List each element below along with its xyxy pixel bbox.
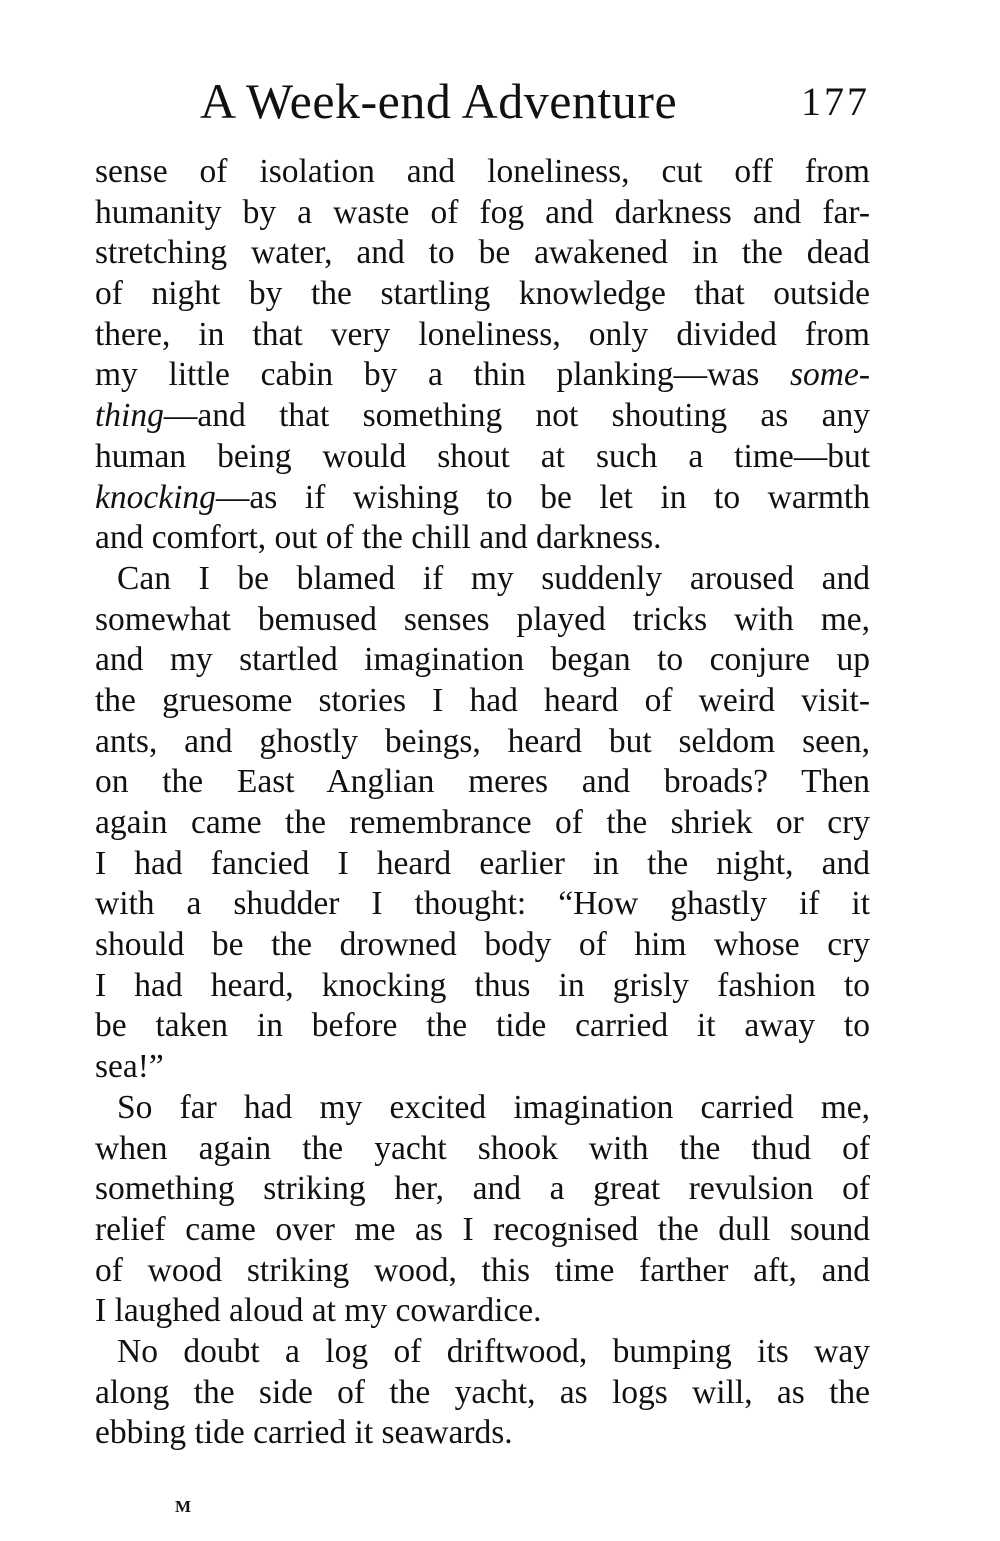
text-segment: along the side of the yacht, as logs will, as the — [95, 1373, 870, 1411]
text-line — [95, 640, 870, 681]
text-segment: should be the drowned body of him whose cry — [95, 926, 870, 964]
text-segment: there, in that very loneliness, only divided from — [95, 315, 870, 353]
text-line — [95, 1088, 870, 1129]
italic-text: some- — [789, 356, 870, 394]
text-segment: —and that something not shouting as any — [163, 397, 870, 435]
signature-mark: M — [175, 1497, 193, 1516]
running-title: A Week-end Adventure — [200, 73, 678, 129]
text-segment: Can I be blamed if my suddenly aroused and — [117, 559, 870, 597]
italic-text: thing — [95, 397, 164, 435]
text-line — [95, 152, 870, 193]
text-line — [95, 844, 870, 885]
paragraph — [95, 1332, 870, 1454]
text-segment: sea!” — [95, 1048, 164, 1086]
text-line — [95, 1169, 870, 1210]
paragraph — [95, 152, 870, 559]
text-segment: human being would shout at such a time—but — [95, 437, 870, 475]
italic-text: knocking — [95, 478, 216, 516]
text-line — [95, 600, 870, 641]
text-line — [95, 722, 870, 763]
text-line — [95, 681, 870, 722]
text-segment: and comfort, out of the chill and darkness. — [95, 519, 662, 557]
text-line — [95, 274, 870, 315]
text-line — [95, 1373, 870, 1414]
text-segment: again came the remembrance of the shriek or cry — [95, 804, 870, 841]
text-line — [95, 1006, 870, 1047]
paragraph — [95, 1088, 870, 1332]
text-line — [95, 1251, 870, 1292]
text-segment: be taken in before the tide carried it away to — [95, 1007, 870, 1045]
text-segment: I laughed aloud at my cowardice. — [95, 1292, 542, 1330]
text-line — [95, 559, 870, 600]
text-line — [95, 396, 870, 437]
text-segment: when again the yacht shook with the thud of — [95, 1129, 870, 1167]
text-line — [95, 233, 870, 274]
page-number: 177 — [801, 79, 870, 124]
text-segment: relief came over me as I recognised the dull sound — [95, 1210, 870, 1248]
text-line — [95, 315, 870, 356]
text-segment: sense of isolation and loneliness, cut off from — [95, 153, 870, 190]
text-line — [95, 1210, 870, 1251]
text-line — [95, 1332, 870, 1373]
text-line — [95, 925, 870, 966]
text-line — [95, 1291, 870, 1332]
text-segment: of night by the startling knowledge that outside — [95, 275, 870, 313]
text-line — [95, 478, 870, 519]
text-line — [95, 1413, 870, 1454]
text-line — [95, 437, 870, 478]
text-segment: stretching water, and to be awakened in the dead — [95, 234, 870, 272]
text-segment: my little cabin by a thin planking—was — [95, 356, 790, 394]
text-line — [95, 803, 870, 844]
text-segment: I had fancied I heard earlier in the night, and — [95, 844, 870, 882]
text-line — [95, 1129, 870, 1170]
text-segment: somewhat bemused senses played tricks with me, — [95, 600, 870, 638]
text-line — [95, 966, 870, 1007]
text-line — [95, 193, 870, 234]
text-segment: —as if wishing to be let in to warmth — [215, 478, 870, 516]
text-line — [95, 1047, 870, 1088]
text-segment: and my startled imagination began to conjure up — [95, 641, 870, 679]
text-segment: with a shudder I thought: “How ghastly if it — [95, 885, 870, 923]
text-line — [95, 355, 870, 396]
text-segment: I had heard, knocking thus in grisly fashion to — [95, 966, 870, 1004]
text-segment: of wood striking wood, this time farther aft, and — [95, 1251, 870, 1289]
text-segment: ebbing tide carried it seawards. — [95, 1414, 513, 1452]
text-segment: something striking her, and a great revulsion of — [95, 1170, 870, 1208]
text-line — [95, 884, 870, 925]
text-segment: humanity by a waste of fog and darkness and far- — [95, 193, 870, 231]
text-segment: So far had my excited imagination carried me, — [117, 1088, 870, 1126]
text-segment: the gruesome stories I had heard of weird visit- — [95, 681, 870, 719]
text-line — [95, 762, 870, 803]
text-segment: on the East Anglian meres and broads? Then — [95, 763, 870, 801]
text-line — [95, 518, 870, 559]
text-segment: ants, and ghostly beings, heard but seldom seen, — [95, 722, 870, 760]
text-segment: No doubt a log of driftwood, bumping its way — [117, 1332, 870, 1370]
paragraph — [95, 559, 870, 1088]
body-text — [95, 152, 870, 1454]
running-header — [95, 72, 870, 132]
